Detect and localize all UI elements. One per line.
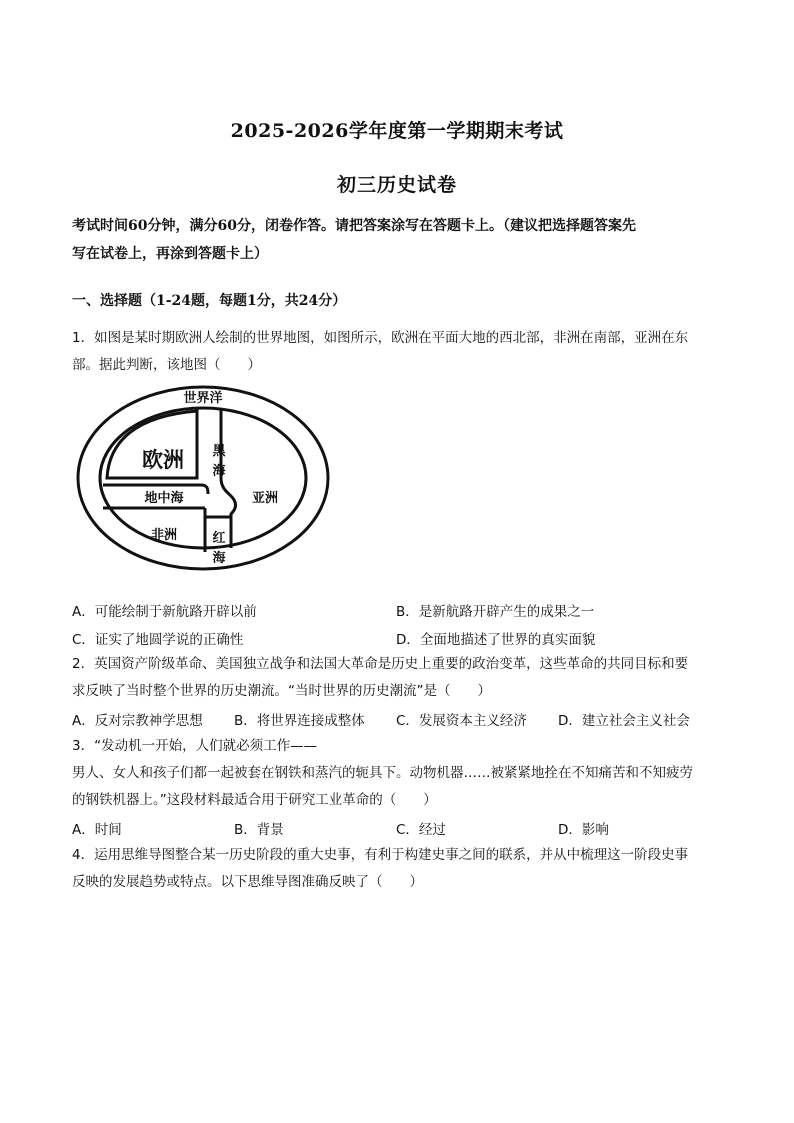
question-4-line-1: 4．运用思维导图整合某一历史阶段的重大史事，有利于构建史事之间的联系，并从中梳理这一阶段史事 xyxy=(72,847,689,863)
question-1-option-d[interactable]: D．全面地描述了世界的真实面貌 xyxy=(396,632,596,648)
label-mediterranean: 地中海 xyxy=(144,491,184,506)
question-1-option-c[interactable]: C．证实了地圆学说的正确性 xyxy=(72,632,244,648)
label-europe: 欧洲 xyxy=(142,447,184,472)
notice-line-2: 写在试卷上，再涂到答题卡上） xyxy=(72,246,268,262)
question-1-option-a[interactable]: A．可能绘制于新航路开辟以前 xyxy=(72,604,257,620)
question-2-option-c[interactable]: C．发展资本主义经济 xyxy=(396,713,527,729)
question-1-stem xyxy=(72,325,722,379)
label-black-sea-1: 黑 xyxy=(212,444,226,459)
label-black-sea-2: 海 xyxy=(212,464,226,479)
question-3-stem xyxy=(72,733,722,814)
question-3-option-b[interactable]: B．背景 xyxy=(234,822,284,838)
question-3-line-3: 的钢铁机器上。”这段材料最适合用于研究工业革命的（ ） xyxy=(72,792,437,808)
question-3-option-d[interactable]: D．影响 xyxy=(558,822,609,838)
section-heading: 一、选择题（1-24题，每题1分，共24分） xyxy=(72,293,347,309)
exam-subtitle: 初三历史试卷 xyxy=(336,174,457,196)
question-3-line-2: 男人、女人和孩子们都一起被套在钢铁和蒸汽的轭具下。动物机器……被紧紧地拴在不知痛苦和不知疲劳 xyxy=(72,765,693,781)
label-africa: 非洲 xyxy=(150,528,178,543)
question-2-option-a[interactable]: A．反对宗教神学思想 xyxy=(72,713,203,729)
question-3-line-1: 3．“发动机一开始，人们就必须工作—— xyxy=(72,738,318,754)
question-2-line-2: 求反映了当时整个世界的历史潮流。“当时世界的历史潮流”是（ ） xyxy=(72,683,491,699)
notice-line-1: 考试时间60分钟，满分60分，闭卷作答。请把答案涂写在答题卡上。（建议把选择题答案先 xyxy=(72,218,636,234)
exam-title: 2025-2026学年度第一学期期末考试 xyxy=(230,120,564,142)
label-red-sea-2: 海 xyxy=(212,551,226,566)
question-3-option-a[interactable]: A．时间 xyxy=(72,822,122,838)
question-3-option-c[interactable]: C．经过 xyxy=(396,822,446,838)
question-4-line-2: 反映的发展趋势或特点。以下思维导图准确反映了（ ） xyxy=(72,874,423,890)
question-4-stem xyxy=(72,842,722,896)
question-1-line-2: 部。据此判断，该地图（ ） xyxy=(72,357,261,373)
world-map-svg xyxy=(75,384,331,572)
exam-notice xyxy=(72,212,722,268)
question-2-option-b[interactable]: B．将世界连接成整体 xyxy=(234,713,365,729)
question-2-line-1: 2．英国资产阶级革命、美国独立战争和法国大革命是历史上重要的政治变革，这些革命的共同目标和要 xyxy=(72,656,689,672)
question-1-option-b[interactable]: B．是新航路开辟产生的成果之一 xyxy=(396,604,595,620)
world-map-figure xyxy=(75,384,331,572)
question-1-line-1: 1．如图是某时期欧洲人绘制的世界地图，如图所示，欧洲在平面大地的西北部，非洲在南部，亚洲在东 xyxy=(72,330,689,346)
question-2-option-d[interactable]: D．建立社会主义社会 xyxy=(558,713,690,729)
label-world-ocean: 世界洋 xyxy=(183,391,223,406)
label-red-sea-1: 红 xyxy=(212,531,226,546)
label-asia: 亚洲 xyxy=(251,491,279,506)
question-2-stem xyxy=(72,651,722,705)
